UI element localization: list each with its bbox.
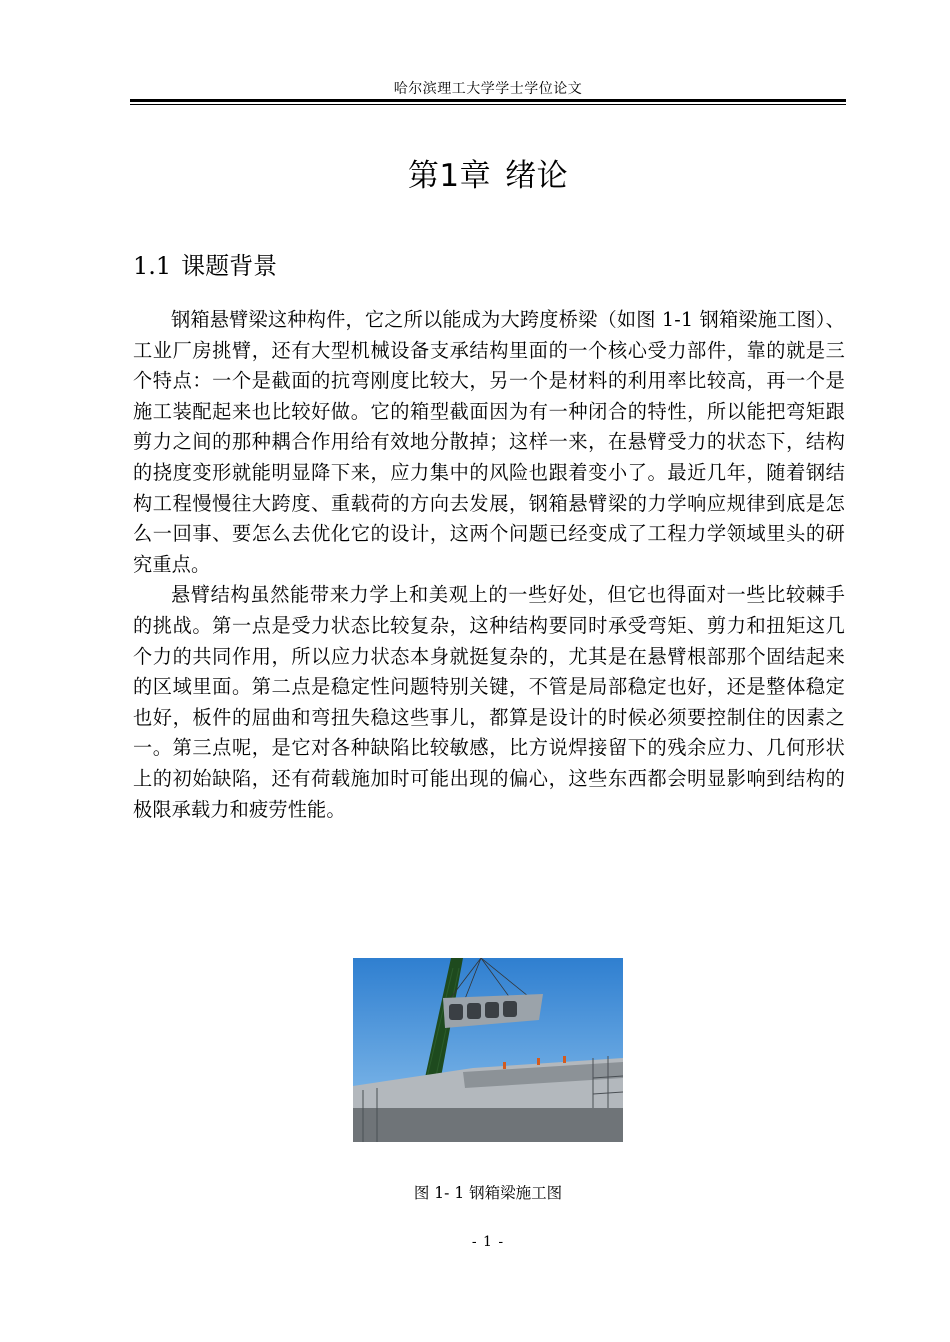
body-text <box>133 305 845 825</box>
construction-photo <box>353 958 623 1142</box>
header-rule-thin <box>130 104 846 105</box>
section-number: 1.1 <box>133 252 172 280</box>
chapter-number: 第1章 <box>407 158 492 194</box>
page-number: - 1 - <box>471 1234 505 1250</box>
section-name: 课题背景 <box>181 252 278 280</box>
chapter-title <box>130 150 846 195</box>
paragraph-2: 悬臂结构虽然能带来力学上和美观上的一些好处，但它也得面对一些比较棘手的挑战。第一点是受力状态比较复杂，这种结构要同时承受弯矩、剪力和扭矩这几个力的共同作用，所以应力状态本身就挺复杂的，尤其是在悬臂根部那个固结起来的区域里面。第二点是稳定性问题特别关键，不管是局部稳定也好，还是整体稳定也好，板件的屈曲和弯扭失稳这些事儿，都算是设计的时候必须要控制住的因素之一。第三点呢，是它对各种缺陷比较敏感，比方说焊接留下的残余应力、几何形状上的初始缺陷，还有荷载施加时可能出现的偏心，这些东西都会明显影响到结构的极限承载力和疲劳性能。 <box>133 583 845 821</box>
paragraph-1: 钢箱悬臂梁这种构件，它之所以能成为大跨度桥梁（如图 1-1 钢箱梁施工图）、工业厂房挑臂，还有大型机械设备支承结构里面的一个核心受力部件，靠的就是三个特点：一个是截面的抗弯刚度比较大，另一个是材料的利用率比较高，再一个是施工装配起来也比较好做。它的箱型截面因为有一种闭合的特性，所以能把弯矩跟剪力之间的那种耦合作用给有效地分散掉；这样一来，在悬臂受力的状态下，结构的挠度变形就能明显降下来，应力集中的风险也跟着变小了。最近几年，随着钢结构工程慢慢往大跨度、重载荷的方向去发展，钢箱悬臂梁的力学响应规律到底是怎么一回事、要怎么去优化它的设计，这两个问题已经变成了工程力学领域里头的研究重点。 <box>133 308 845 576</box>
ground <box>353 1108 623 1142</box>
header-rule-thick <box>130 99 846 102</box>
running-header: 哈尔滨理工大学学士学位论文 <box>393 81 583 97</box>
section-heading <box>133 246 277 281</box>
figure-photo-steel-box-girder-construction <box>353 958 623 1142</box>
chapter-name: 绪论 <box>505 158 569 194</box>
figure-caption: 图 1- 1 钢箱梁施工图 <box>413 1184 563 1202</box>
